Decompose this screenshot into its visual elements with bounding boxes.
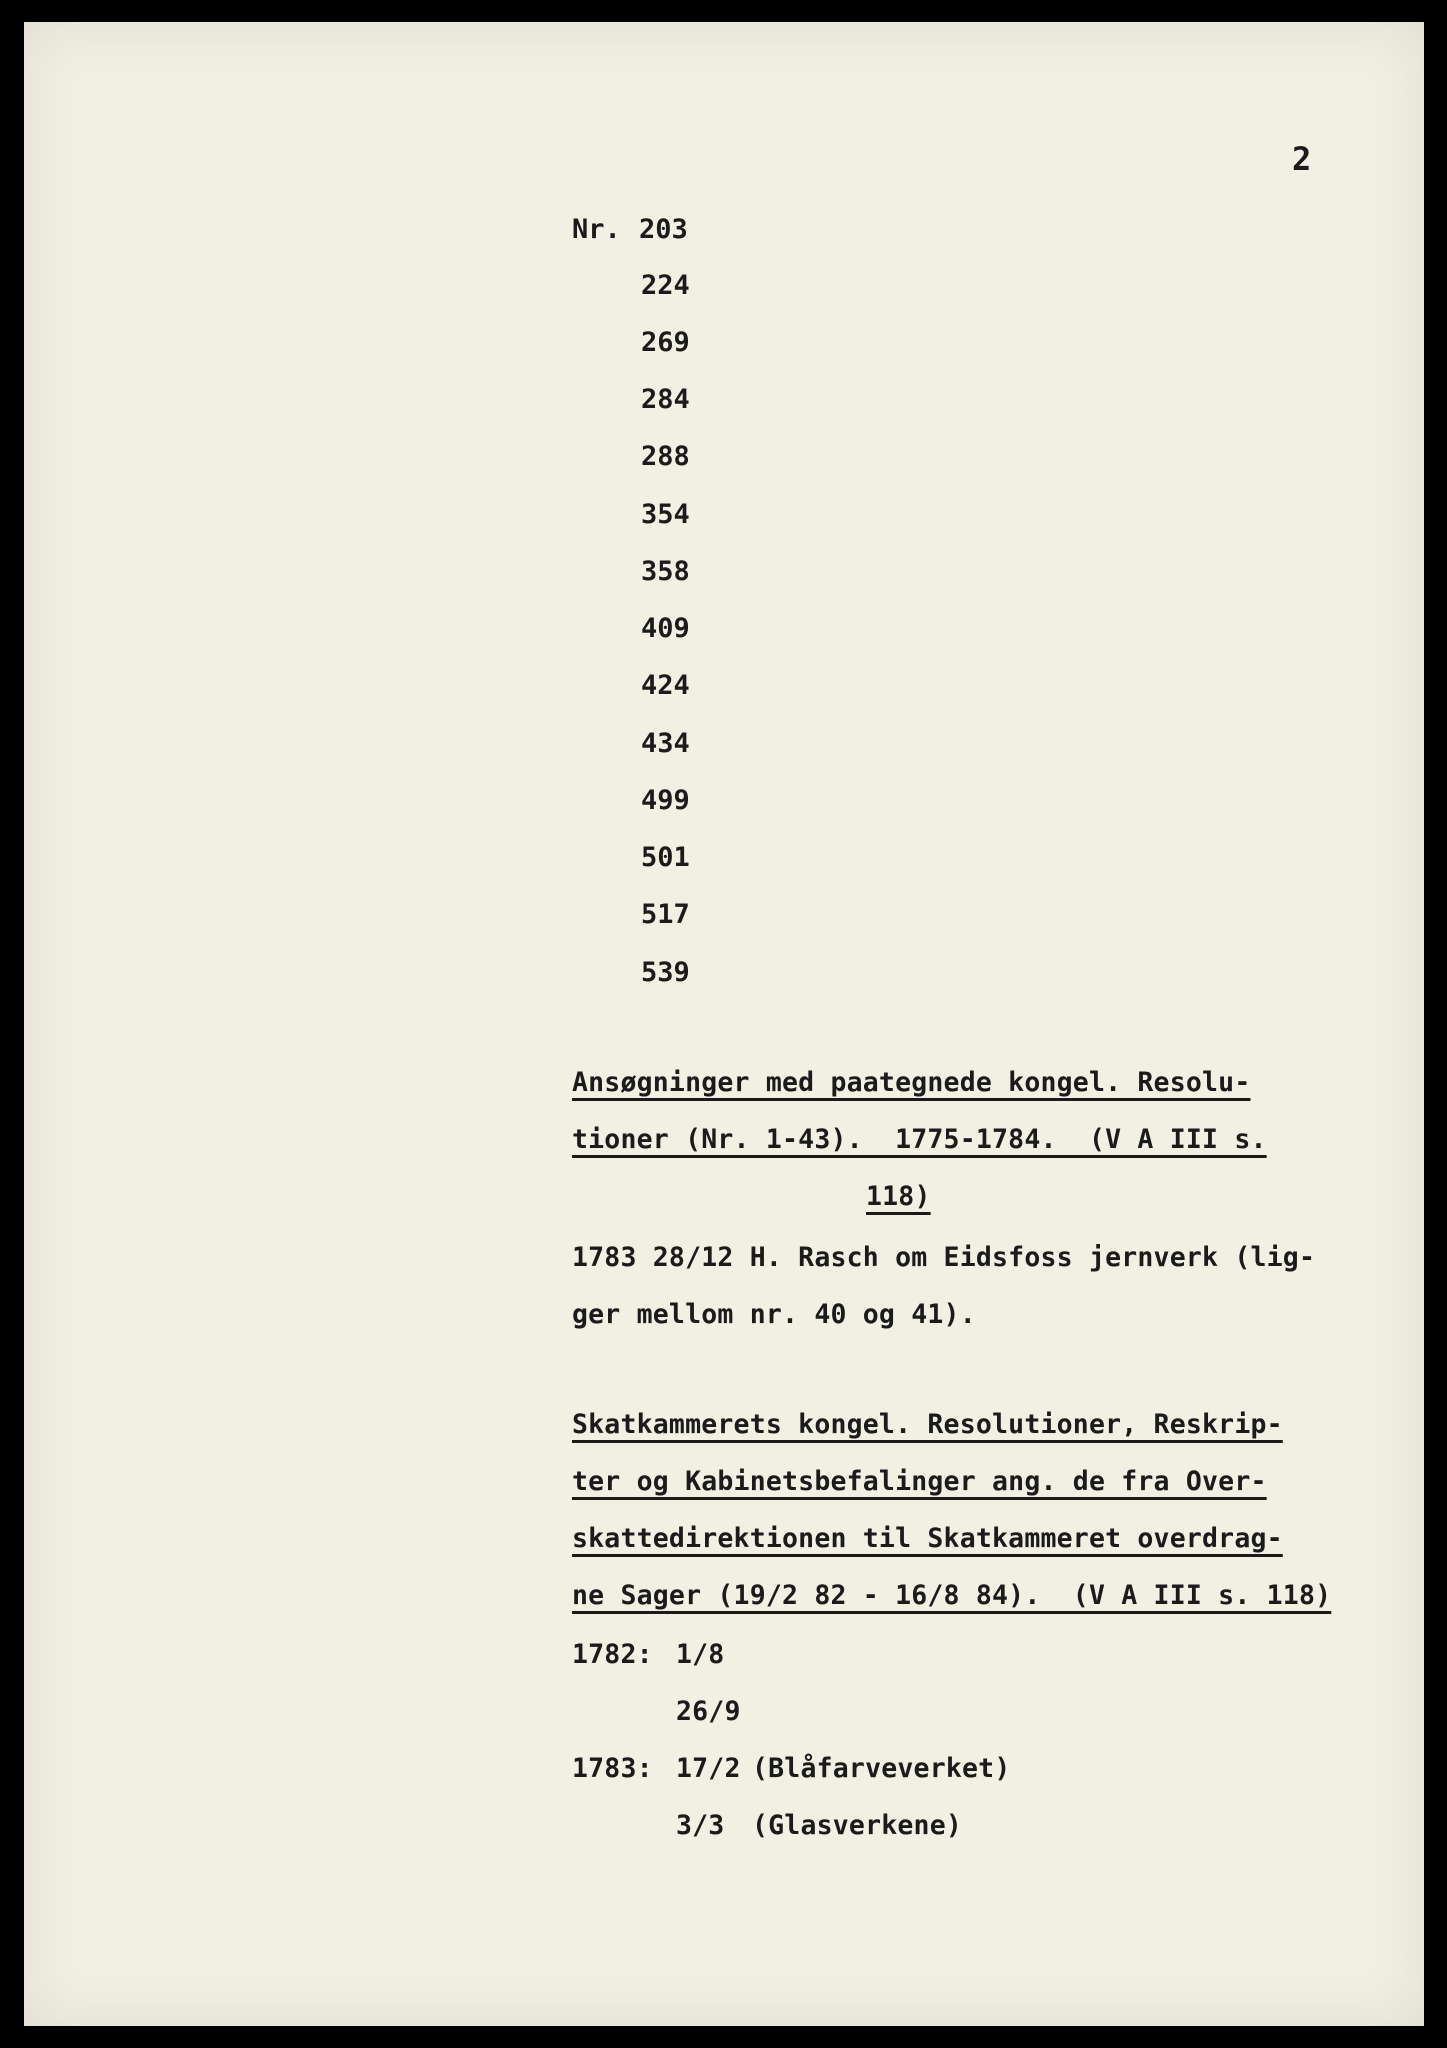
number-item: 203 [639, 214, 688, 245]
entry-year: 1783: [572, 1753, 653, 1784]
section1-body-line: ger mellom nr. 40 og 41). [572, 1299, 976, 1330]
number-item: 409 [641, 613, 690, 644]
entry-date: 17/2 [676, 1753, 741, 1784]
number-item: 269 [641, 327, 690, 358]
number-item: 501 [641, 842, 690, 873]
entry-date: 3/3 [676, 1810, 725, 1841]
number-item: 539 [641, 957, 690, 988]
number-item: 517 [641, 899, 690, 930]
entry-note: (Blåfarveverket) [752, 1753, 1011, 1784]
number-item: 424 [641, 670, 690, 701]
number-item: 358 [641, 556, 690, 587]
number-item: 288 [641, 441, 690, 472]
document-page [24, 22, 1424, 2026]
section1-heading-line: 118) [866, 1181, 931, 1212]
number-item: 499 [641, 785, 690, 816]
number-item: 284 [641, 384, 690, 415]
section1-heading-line: tioner (Nr. 1-43). 1775-1784. (V A III s. [572, 1124, 1267, 1155]
number-item: 434 [641, 728, 690, 759]
section2-heading-line: Skatkammerets kongel. Resolutioner, Reskrip- [572, 1409, 1283, 1440]
number-item: 224 [641, 270, 690, 301]
number-list-prefix: Nr. [572, 214, 621, 245]
section2-heading-line: skattedirektionen til Skatkammeret overdrag- [572, 1523, 1283, 1554]
section1-body-line: 1783 28/12 H. Rasch om Eidsfoss jernverk (lig- [572, 1242, 1316, 1273]
section2-heading-line: ter og Kabinetsbefalinger ang. de fra Over- [572, 1466, 1267, 1497]
page-number: 2 [1292, 140, 1312, 178]
entry-date: 26/9 [676, 1696, 741, 1727]
entry-date: 1/8 [676, 1639, 725, 1670]
number-item: 354 [641, 499, 690, 530]
entry-note: (Glasverkene) [752, 1810, 963, 1841]
section1-heading-line: Ansøgninger med paategnede kongel. Resolu- [572, 1067, 1251, 1098]
section2-heading-line: ne Sager (19/2 82 - 16/8 84). (V A III s. 118) [572, 1580, 1332, 1611]
entry-year: 1782: [572, 1639, 653, 1670]
